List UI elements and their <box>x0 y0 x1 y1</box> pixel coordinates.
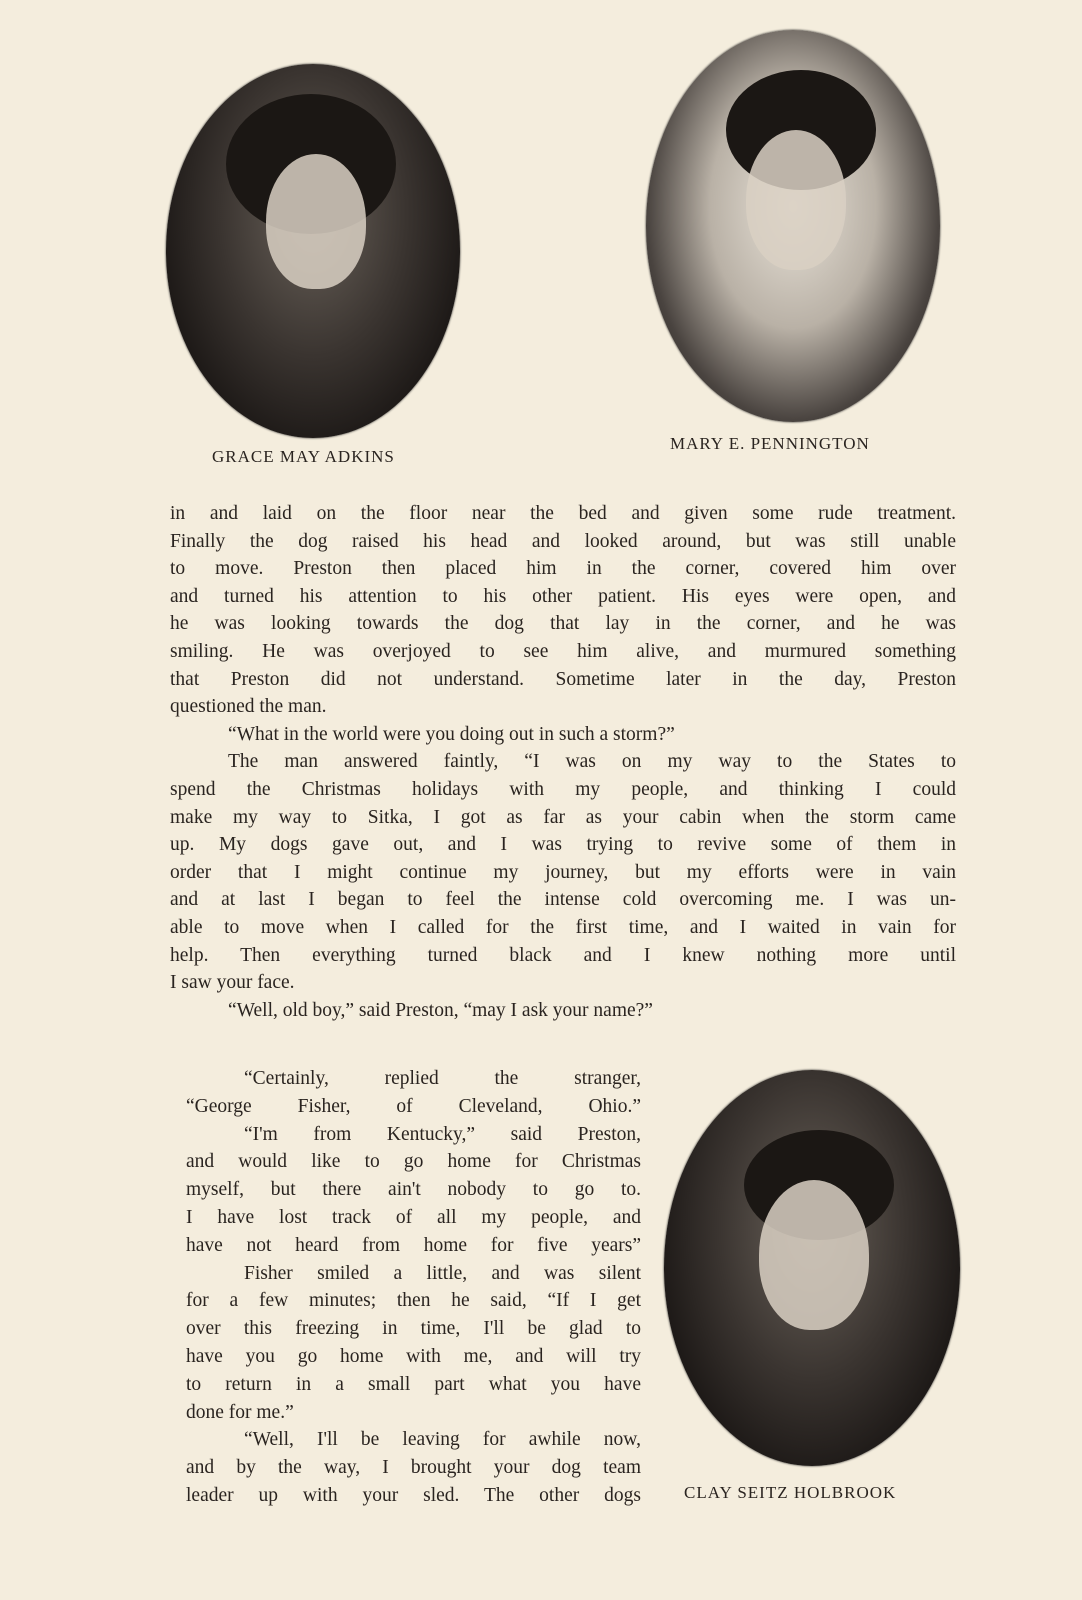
text-line: “I'm from Kentucky,” said Preston, <box>244 1123 641 1145</box>
text-line: “What in the world were you doing out in such a storm?” <box>228 723 675 745</box>
text-line: make my way to Sitka, I got as far as your cabin when the storm came <box>170 806 956 828</box>
main-text-block <box>170 500 956 1024</box>
column-text-block <box>186 1065 641 1510</box>
text-line: to return in a small part what you have <box>186 1373 641 1395</box>
text-line: order that I might continue my journey, but my efforts were in vain <box>170 861 956 883</box>
text-line: help. Then everything turned black and I knew nothing more until <box>170 944 956 966</box>
text-line: smiling. He was overjoyed to see him alive, and murmured something <box>170 640 956 662</box>
text-line: that Preston did not understand. Sometime later in the day, Preston <box>170 668 956 690</box>
text-line: Fisher smiled a little, and was silent <box>244 1262 641 1284</box>
text-line: leader up with your sled. The other dogs <box>186 1484 641 1506</box>
text-line: he was looking towards the dog that lay in the corner, and he was <box>170 613 956 635</box>
text-line: and would like to go home for Christmas <box>186 1151 641 1173</box>
text-line: in and laid on the floor near the bed and given some rude treatment. <box>170 503 956 524</box>
text-line: Finally the dog raised his head and looked around, but was still unable <box>170 530 956 552</box>
text-line: “Well, old boy,” said Preston, “may I ask your name?” <box>228 999 653 1021</box>
portrait-caption: CLAY SEITZ HOLBROOK <box>684 1483 897 1502</box>
text-line: spend the Christmas holidays with my people, and thinking I could <box>170 778 956 800</box>
text-line: have not heard from home for five years” <box>186 1234 641 1256</box>
text-line: have you go home with me, and will try <box>186 1345 641 1367</box>
portrait-face <box>746 130 846 270</box>
portrait-mary-e-pennington <box>646 30 940 422</box>
text-line: and by the way, I brought your dog team <box>186 1457 641 1479</box>
text-line: “George Fisher, of Cleveland, Ohio.” <box>186 1095 641 1117</box>
text-line: questioned the man. <box>170 696 327 718</box>
portrait-clay-seitz-holbrook <box>664 1070 960 1466</box>
text-line: up. My dogs gave out, and I was trying to revive some of them in <box>170 834 956 856</box>
portrait-grace-may-adkins <box>166 64 460 438</box>
portrait-face <box>759 1180 869 1330</box>
text-line: done for me.” <box>186 1401 294 1423</box>
text-line: able to move when I called for the first time, and I waited in vain for <box>170 916 956 938</box>
portrait-caption: GRACE MAY ADKINS <box>212 447 395 466</box>
text-line: The man answered faintly, “I was on my way to the States to <box>228 751 956 773</box>
text-line: to move. Preston then placed him in the corner, covered him over <box>170 558 956 580</box>
text-line: and at last I began to feel the intense cold overcoming me. I was un- <box>170 889 956 911</box>
text-line: myself, but there ain't nobody to go to. <box>186 1179 641 1201</box>
portrait-face <box>266 154 366 289</box>
text-line: “Well, I'll be leaving for awhile now, <box>244 1429 641 1451</box>
text-line: for a few minutes; then he said, “If I get <box>186 1290 641 1312</box>
text-line: I have lost track of all my people, and <box>186 1206 641 1228</box>
text-line: I saw your face. <box>170 972 295 994</box>
text-line: “Certainly, replied the stranger, <box>244 1068 641 1089</box>
text-line: and turned his attention to his other patient. His eyes were open, and <box>170 585 956 607</box>
text-line: over this freezing in time, I'll be glad to <box>186 1318 641 1340</box>
portrait-caption: MARY E. PENNINGTON <box>670 434 870 453</box>
